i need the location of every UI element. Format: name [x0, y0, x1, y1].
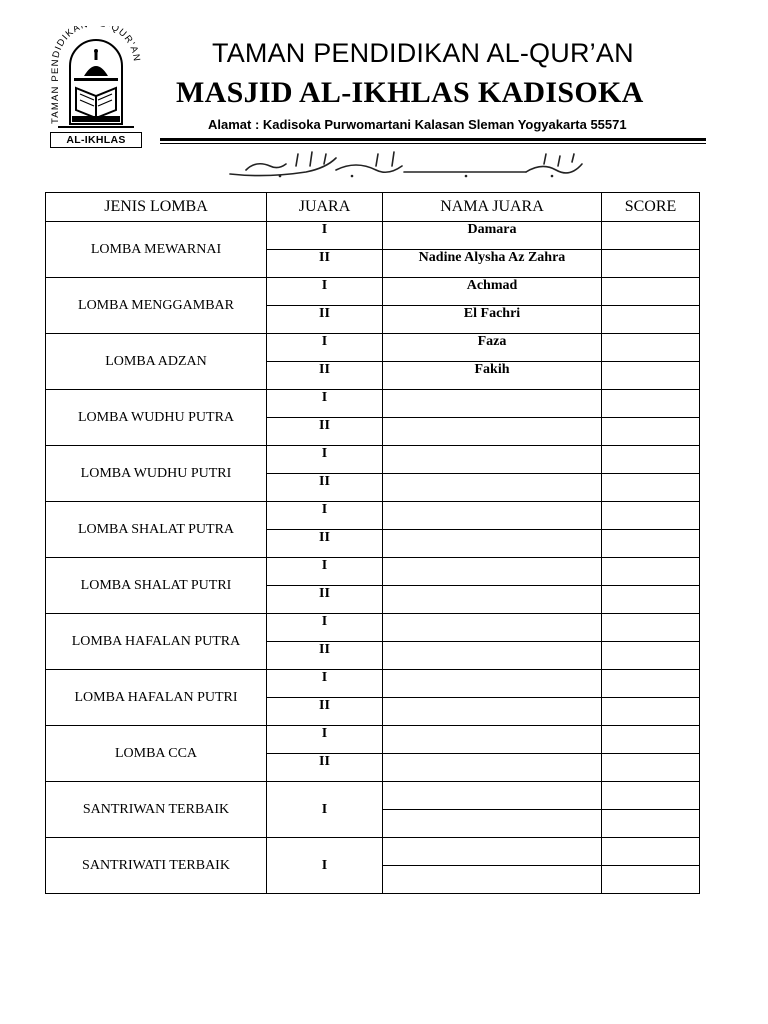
rank-cell: II — [267, 586, 383, 614]
score-cell — [602, 838, 700, 866]
winner-name-cell — [383, 586, 602, 614]
winner-name-cell — [383, 558, 602, 586]
header-rule-thin — [160, 143, 706, 144]
table-row — [46, 502, 700, 530]
category-cell: LOMBA HAFALAN PUTRA — [46, 614, 267, 670]
winner-name-cell — [383, 502, 602, 530]
table-row — [46, 278, 700, 306]
winner-name-cell: Damara — [383, 222, 602, 250]
header-address: Alamat : Kadisoka Purwomartani Kalasan Sleman Yogyakarta 55571 — [208, 117, 627, 132]
winner-name-cell: El Fachri — [383, 306, 602, 334]
school-logo — [44, 26, 148, 150]
category-cell: SANTRIWATI TERBAIK — [46, 838, 267, 894]
category-cell: LOMBA MENGGAMBAR — [46, 278, 267, 334]
basmala-calligraphy-icon — [226, 148, 586, 180]
category-cell: LOMBA HAFALAN PUTRI — [46, 670, 267, 726]
score-cell — [602, 558, 700, 586]
rank-cell: I — [267, 614, 383, 642]
rank-cell: I — [267, 670, 383, 698]
category-cell: LOMBA CCA — [46, 726, 267, 782]
score-cell — [602, 782, 700, 810]
winner-name-cell: Fakih — [383, 362, 602, 390]
winner-name-cell: Achmad — [383, 278, 602, 306]
header-jenis-lomba: JENIS LOMBA — [46, 193, 267, 222]
header-nama-juara: NAMA JUARA — [383, 193, 602, 222]
rank-cell: II — [267, 698, 383, 726]
winner-name-cell — [383, 474, 602, 502]
category-cell: LOMBA MEWARNAI — [46, 222, 267, 278]
header-title-line2: MASJID AL-IKHLAS KADISOKA — [176, 76, 644, 109]
rank-cell: I — [267, 558, 383, 586]
category-cell: LOMBA ADZAN — [46, 334, 267, 390]
table-header-row — [46, 193, 700, 222]
winner-name-cell — [383, 754, 602, 782]
score-cell — [602, 278, 700, 306]
winner-name-cell — [383, 726, 602, 754]
table-row — [46, 670, 700, 698]
rank-cell: II — [267, 474, 383, 502]
score-cell — [602, 614, 700, 642]
score-cell — [602, 306, 700, 334]
rank-cell: I — [267, 838, 383, 894]
category-cell: LOMBA SHALAT PUTRA — [46, 502, 267, 558]
table-row — [46, 222, 700, 250]
logo-label: AL-IKHLAS — [50, 132, 142, 148]
winner-name-cell — [383, 866, 602, 894]
table-row — [46, 390, 700, 418]
mosque-book-emblem-icon — [44, 26, 148, 134]
rank-cell: II — [267, 530, 383, 558]
rank-cell: I — [267, 446, 383, 474]
rank-cell: I — [267, 726, 383, 754]
winner-name-cell — [383, 642, 602, 670]
table-row — [46, 446, 700, 474]
header-score: SCORE — [602, 193, 700, 222]
rank-cell: II — [267, 306, 383, 334]
rank-cell: I — [267, 334, 383, 362]
score-cell — [602, 670, 700, 698]
logo-ring-text: TAMAN PENDIDIKA QUR'AN — [49, 26, 143, 124]
score-cell — [602, 390, 700, 418]
winner-name-cell — [383, 530, 602, 558]
category-cell: LOMBA WUDHU PUTRA — [46, 390, 267, 446]
score-cell — [602, 726, 700, 754]
table-row — [46, 726, 700, 754]
rank-cell: II — [267, 362, 383, 390]
score-cell — [602, 642, 700, 670]
winner-name-cell — [383, 614, 602, 642]
winner-name-cell — [383, 698, 602, 726]
table-row — [46, 782, 700, 810]
winner-name-cell — [383, 418, 602, 446]
table-row — [46, 558, 700, 586]
rank-cell: II — [267, 754, 383, 782]
table-row — [46, 334, 700, 362]
rank-cell: I — [267, 390, 383, 418]
table-row — [46, 614, 700, 642]
winner-name-cell: Faza — [383, 334, 602, 362]
score-cell — [602, 474, 700, 502]
winner-name-cell: Nadine Alysha Az Zahra — [383, 250, 602, 278]
score-cell — [602, 530, 700, 558]
score-cell — [602, 334, 700, 362]
score-cell — [602, 586, 700, 614]
rank-cell: II — [267, 250, 383, 278]
category-cell: LOMBA WUDHU PUTRI — [46, 446, 267, 502]
winner-name-cell — [383, 782, 602, 810]
category-cell: LOMBA SHALAT PUTRI — [46, 558, 267, 614]
score-cell — [602, 222, 700, 250]
rank-cell: II — [267, 418, 383, 446]
winner-name-cell — [383, 838, 602, 866]
score-cell — [602, 698, 700, 726]
rank-cell: I — [267, 502, 383, 530]
score-cell — [602, 502, 700, 530]
score-cell — [602, 250, 700, 278]
score-cell — [602, 446, 700, 474]
header-rule-thick — [160, 138, 706, 141]
score-cell — [602, 754, 700, 782]
score-cell — [602, 362, 700, 390]
winner-name-cell — [383, 810, 602, 838]
category-cell: SANTRIWAN TERBAIK — [46, 782, 267, 838]
table-row — [46, 838, 700, 866]
winner-name-cell — [383, 670, 602, 698]
rank-cell: I — [267, 782, 383, 838]
rank-cell: I — [267, 222, 383, 250]
score-cell — [602, 866, 700, 894]
rank-cell: II — [267, 642, 383, 670]
header-juara: JUARA — [267, 193, 383, 222]
rank-cell: I — [267, 278, 383, 306]
winner-name-cell — [383, 390, 602, 418]
winner-name-cell — [383, 446, 602, 474]
score-cell — [602, 418, 700, 446]
header-title-line1: TAMAN PENDIDIKAN AL-QUR’AN — [212, 38, 634, 68]
results-table — [45, 192, 700, 894]
score-cell — [602, 810, 700, 838]
